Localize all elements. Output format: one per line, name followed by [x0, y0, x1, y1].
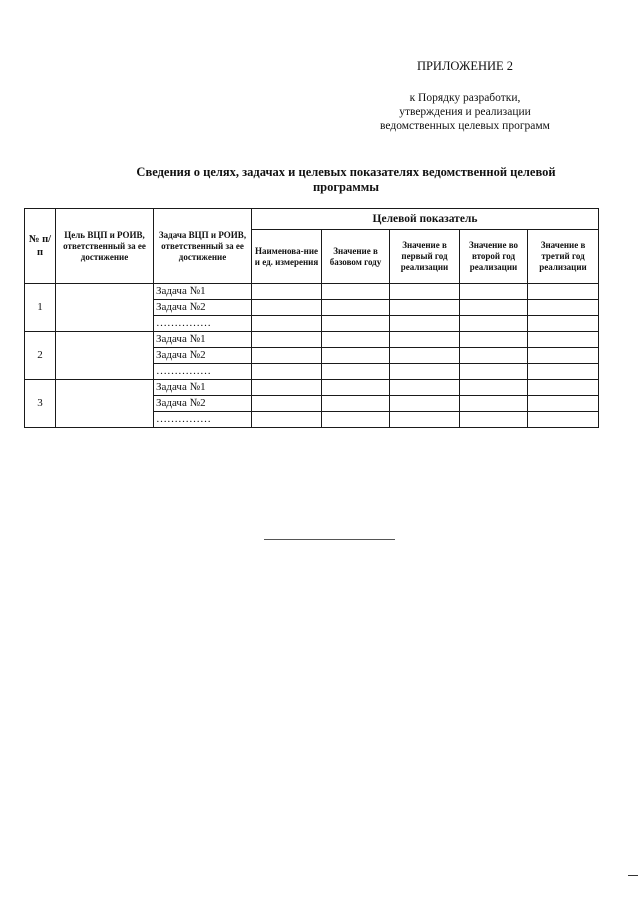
- table-row: [25, 332, 599, 348]
- goal-cell: [56, 284, 154, 332]
- value-cell: [528, 364, 599, 380]
- value-cell: [252, 284, 322, 300]
- row-number: 2: [25, 332, 56, 380]
- value-cell: [322, 332, 390, 348]
- value-cell: [390, 332, 460, 348]
- value-cell: [390, 364, 460, 380]
- value-cell: [390, 380, 460, 396]
- goal-cell: [56, 380, 154, 428]
- value-cell: [528, 300, 599, 316]
- value-cell: [390, 396, 460, 412]
- task-cell: Задача №2: [154, 348, 252, 364]
- value-cell: [252, 316, 322, 332]
- value-cell: [528, 396, 599, 412]
- value-cell: [322, 284, 390, 300]
- row-number: 1: [25, 284, 56, 332]
- task-cell: Задача №1: [154, 332, 252, 348]
- value-cell: [528, 284, 599, 300]
- header-goal: Цель ВЦП и РОИВ, ответственный за ее достижение: [56, 209, 154, 284]
- value-cell: [322, 380, 390, 396]
- value-cell: [322, 364, 390, 380]
- value-cell: [252, 396, 322, 412]
- value-cell: [460, 332, 528, 348]
- value-cell: [460, 396, 528, 412]
- value-cell: [528, 332, 599, 348]
- table-row: [25, 284, 599, 300]
- page-edge-mark: [628, 875, 638, 876]
- value-cell: [322, 300, 390, 316]
- value-cell: [390, 300, 460, 316]
- appendix-block: [360, 58, 570, 133]
- task-cell-ellipsis: ……………: [154, 364, 252, 380]
- header-year-2: Значение во второй год реализации: [460, 230, 528, 284]
- value-cell: [528, 380, 599, 396]
- value-cell: [252, 300, 322, 316]
- header-year-1: Значение в первый год реализации: [390, 230, 460, 284]
- header-task: Задача ВЦП и РОИВ, ответственный за ее достижение: [154, 209, 252, 284]
- goal-cell: [56, 332, 154, 380]
- value-cell: [252, 332, 322, 348]
- value-cell: [528, 316, 599, 332]
- task-cell: Задача №2: [154, 300, 252, 316]
- value-cell: [460, 284, 528, 300]
- value-cell: [528, 412, 599, 428]
- task-cell: Задача №1: [154, 380, 252, 396]
- footer-divider: [264, 539, 395, 540]
- header-indicator: Целевой показатель: [252, 209, 599, 230]
- value-cell: [322, 316, 390, 332]
- value-cell: [252, 412, 322, 428]
- value-cell: [460, 364, 528, 380]
- value-cell: [322, 412, 390, 428]
- value-cell: [252, 364, 322, 380]
- goals-table: [24, 208, 599, 428]
- value-cell: [322, 396, 390, 412]
- value-cell: [390, 348, 460, 364]
- appendix-line-3: ведомственных целевых программ: [380, 120, 550, 132]
- value-cell: [390, 412, 460, 428]
- value-cell: [460, 412, 528, 428]
- header-year-3: Значение в третий год реализации: [528, 230, 599, 284]
- table-row: [25, 380, 599, 396]
- value-cell: [322, 348, 390, 364]
- value-cell: [460, 300, 528, 316]
- task-cell-ellipsis: ……………: [154, 412, 252, 428]
- task-cell: Задача №1: [154, 284, 252, 300]
- value-cell: [528, 348, 599, 364]
- header-num: № п/п: [25, 209, 56, 284]
- task-cell: Задача №2: [154, 396, 252, 412]
- value-cell: [390, 316, 460, 332]
- row-number: 3: [25, 380, 56, 428]
- value-cell: [460, 316, 528, 332]
- value-cell: [460, 380, 528, 396]
- appendix-line-1: к Порядку разработки,: [409, 92, 521, 104]
- value-cell: [460, 348, 528, 364]
- task-cell-ellipsis: ……………: [154, 316, 252, 332]
- document-title: Сведения о целях, задачах и целевых показателях ведомственной целевой программы: [136, 165, 556, 194]
- value-cell: [252, 348, 322, 364]
- header-indicator-name: Наименова-ние и ед. измерения: [252, 230, 322, 284]
- appendix-line-2: утверждения и реализации: [399, 106, 531, 118]
- appendix-number: ПРИЛОЖЕНИЕ 2: [416, 59, 514, 73]
- value-cell: [390, 284, 460, 300]
- header-base-year: Значение в базовом году: [322, 230, 390, 284]
- value-cell: [252, 380, 322, 396]
